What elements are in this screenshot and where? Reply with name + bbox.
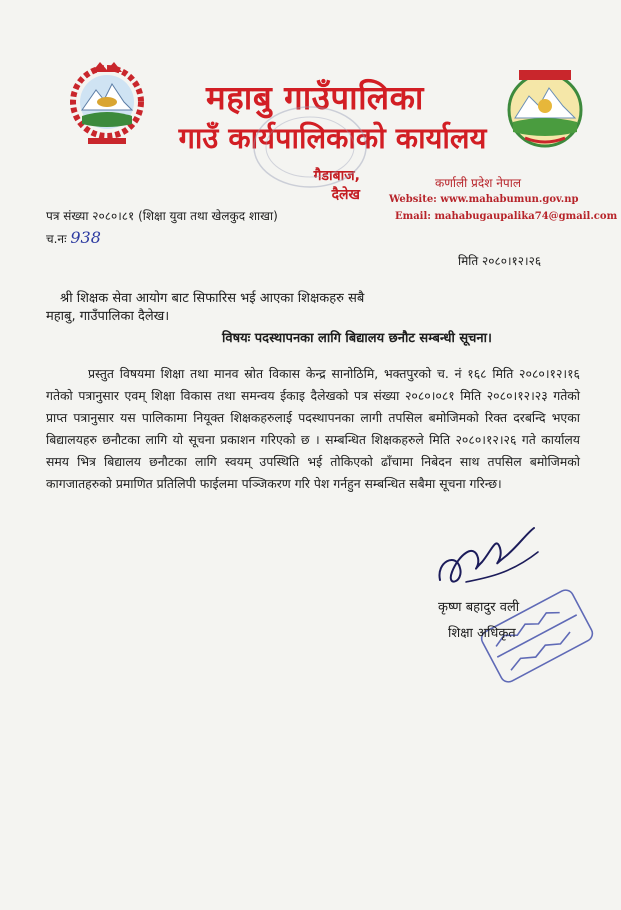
watermark-seal-icon — [250, 102, 370, 192]
website-label: Website: — [389, 194, 437, 205]
signatory-name: कृष्ण बहादुर वली — [438, 600, 520, 615]
dispatch-number — [46, 228, 101, 247]
letter-date: मिति २०८०।१२।२६ — [458, 254, 542, 268]
office-address: गैडाबाज, दैलेख — [313, 168, 360, 203]
municipality-name: महाबु गाउँपालिका — [206, 78, 424, 117]
website-line — [389, 194, 579, 205]
nepal-emblem-icon — [68, 58, 146, 146]
letter-number: पत्र संख्या २०८०।८१ (शिक्षा युवा तथा खेलकुद शाखा) — [46, 209, 278, 223]
province-label: कर्णाली प्रदेश नेपाल — [435, 176, 521, 190]
signatory-title: शिक्षा अधिकृत — [448, 626, 516, 641]
email-line — [395, 211, 617, 222]
municipality-logo-icon — [505, 66, 585, 150]
dispatch-value: 938 — [70, 228, 101, 247]
body-paragraph: प्रस्तुत विषयमा शिक्षा तथा मानव स्रोत विकास केन्द्र सानोठिमि, भक्तपुरको च. नं १६८ मिति २०८०।१२।१६ गतेको पत्रानुसार एवम् शिक्षा विकास तथा समन्वय ईकाइ दैलेखको पत्र संख्या २०८०।०८१ मिति २०८०।१२।२३ गतेको प्राप्त पत्रानुसार यस पालिकामा नियूक्त शिक्षकहरुलाई पदस्थापनका लागी तपसिल बमोजिमको रिक्त दरबन्दि भएका बिद्यालयहरु छनौटका लागि यो सूचना प्रकाशन गरिएको छ । सम्बन्धित शिक्षकहरुले मिति २०८०।१२।२६ गते कार्यालय समय भित्र बिद्यालय छनौटका लागि स्वयम् उपस्थिति भई तोकिएको ढाँचामा निबेदन साथ तपसिल बमोजिमको कागजातहरुको प्रमाणित प्रतिलिपी फाईलमा पञ्जिकरण गरि पेश गर्नहुन सम्बन्धित सबैमा सूचना गरिन्छ। — [46, 366, 580, 491]
email-address: mahabugaupalika74@gmail.com — [434, 211, 618, 222]
subject-line: विषयः पदस्थापनका लागि बिद्यालय छनौट सम्बन्धी सूचना। — [222, 331, 492, 346]
recipient-line-1: श्री शिक्षक सेवा आयोग बाट सिफारिस भई आएका शिक्षकहरु सबै — [60, 291, 365, 306]
dispatch-label: च.नः — [46, 232, 67, 246]
website-url: www.mahabumun.gov.np — [440, 194, 579, 205]
email-label: Email: — [395, 211, 431, 222]
recipient-line-2: महाबु, गाउँपालिका दैलेख। — [46, 309, 170, 324]
office-name: गाउँ कार्यपालिकाको कार्यालय — [178, 121, 487, 155]
